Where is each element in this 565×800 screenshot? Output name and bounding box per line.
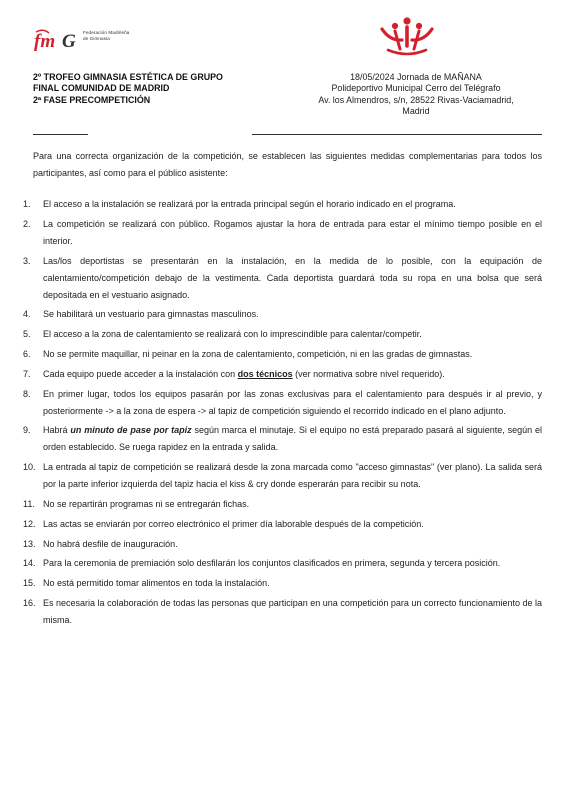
item-text-emphasis: dos técnicos: [237, 368, 293, 379]
federation-logo: [33, 28, 133, 54]
list-item: [23, 386, 542, 420]
intro-paragraph: Para una correcta organización de la competición, se establecen las siguientes medidas complementarias para todos los participantes, así como para el público asistente:: [33, 151, 542, 178]
item-text-post: según marca el minutaje. Si el equipo no está preparado pasará al siguiente, según el orden establecido. Se ruega rapidez en la entrada y salida.: [43, 425, 542, 453]
item-number: 9.: [23, 425, 31, 436]
item-text: La entrada al tapiz de competición se realizará desde la zona marcada como "acceso gimnastas" (ver plano). La salida será por la parte inferior izquierda del tapiz hacia el kiss & cry donde esperarán para recibir su nota.: [43, 462, 542, 490]
item-number: 8.: [23, 388, 31, 399]
list-item: [23, 253, 542, 304]
item-number: 14.: [23, 558, 36, 569]
list-item: [23, 216, 542, 250]
list-item: [23, 575, 542, 592]
item-text-emphasis: un minuto de pase por tapiz: [70, 425, 192, 436]
item-number: 7.: [23, 368, 31, 379]
item-number: 6.: [23, 348, 31, 359]
event-city: Madrid: [402, 106, 430, 117]
item-text-post: (ver normativa sobre nivel requerido).: [292, 368, 445, 379]
federation-name: Federación Madrileña de Gimnasia: [83, 30, 130, 41]
event-address: Av. los Almendros, s/n, 28522 Rivas-Vaciamadrid,: [318, 94, 514, 105]
item-text-pre: Cada equipo puede acceder a la instalación con: [43, 368, 238, 379]
item-number: 2.: [23, 218, 31, 229]
list-item: [23, 306, 542, 323]
list-item: [23, 459, 542, 493]
item-number: 16.: [23, 597, 36, 608]
item-text: Es necesaria la colaboración de todas las personas que participan en una competición para un correcto funcionamiento de la misma.: [43, 597, 542, 625]
item-number: 11.: [23, 498, 35, 509]
event-title-line: 2ª FASE PRECOMPETICIÓN: [33, 94, 151, 105]
item-text: El acceso a la zona de calentamiento se realizará con lo imprescindible para calentar/competir.: [43, 329, 422, 340]
list-item: [23, 555, 542, 572]
event-title-line: 2º TROFEO GIMNASIA ESTÉTICA DE GRUPO: [33, 72, 223, 82]
header-divider-left: [33, 134, 88, 135]
item-number: 15.: [23, 578, 36, 589]
item-text: Las/los deportistas se presentarán en la instalación, en la medida de lo posible, con la equipación de calentamiento/competición debajo de la vestimenta. Cada deportista guardará toda su ropa en una bolsa que será depositada en el vestuario asignado.: [43, 255, 542, 300]
svg-text:G: G: [62, 31, 76, 52]
svg-text:fm: fm: [34, 31, 56, 52]
item-text: La competición se realizará con público. Rogamos ajustar la hora de entrada para estar el mínimo tiempo posible en el interior.: [43, 218, 542, 246]
list-item: [23, 422, 542, 456]
item-text: No se permite maquillar, ni peinar en la zona de calentamiento, competición, ni en las gradas de gimnastas.: [43, 348, 473, 359]
gymnastics-emblem: [376, 16, 438, 56]
item-text: No está permitido tomar alimentos en toda la instalación.: [43, 578, 270, 589]
list-item: [23, 196, 542, 213]
item-text: Para la ceremonia de premiación solo desfilarán los conjuntos clasificados en primera, segunda y tercera posición.: [43, 558, 501, 569]
list-item: [23, 595, 542, 629]
event-venue: Polideportivo Municipal Cerro del Telégrafo: [331, 83, 501, 94]
fmg-logo-icon: [33, 28, 81, 52]
list-item: [23, 496, 542, 513]
item-text-pre: Habrá: [43, 425, 71, 436]
item-number: 13.: [23, 538, 36, 549]
item-number: 10.: [23, 462, 36, 473]
event-title-line: FINAL COMUNIDAD DE MADRID: [33, 83, 170, 94]
item-number: 1.: [23, 199, 31, 209]
event-date: 18/05/2024 Jornada de MAÑANA: [350, 72, 482, 82]
list-item: [23, 346, 542, 363]
list-item: [23, 516, 542, 533]
list-item: [23, 536, 542, 553]
list-item: [23, 366, 542, 383]
item-text: No se repartirán programas ni se entregarán fichas.: [43, 498, 250, 509]
item-text: Las actas se enviarán por correo electrónico el primer día laborable después de la competición.: [43, 518, 424, 529]
header-divider-right: [252, 134, 542, 135]
item-number: 3.: [23, 255, 31, 266]
item-text: Se habilitará un vestuario para gimnastas masculinos.: [43, 309, 259, 320]
item-number: 12.: [23, 518, 36, 529]
list-item: [23, 326, 542, 343]
item-text: No habrá desfile de inauguración.: [43, 538, 178, 549]
item-number: 5.: [23, 329, 31, 340]
red-figures-icon: [376, 16, 438, 56]
item-number: 4.: [23, 309, 31, 320]
measures-list: [23, 196, 542, 632]
event-details: [300, 72, 532, 118]
event-title: [33, 72, 273, 106]
item-text: En primer lugar, todos los equipos pasarán por las zonas exclusivas para el calentamiento para después ir al previo, y posteriormente -> a la zona de espera -> al tapiz de competición siguiendo el recorrido indicado en el plano adjunto.: [43, 388, 542, 416]
item-text: El acceso a la instalación se realizará por la entrada principal según el horario indicado en el programa.: [43, 199, 456, 209]
